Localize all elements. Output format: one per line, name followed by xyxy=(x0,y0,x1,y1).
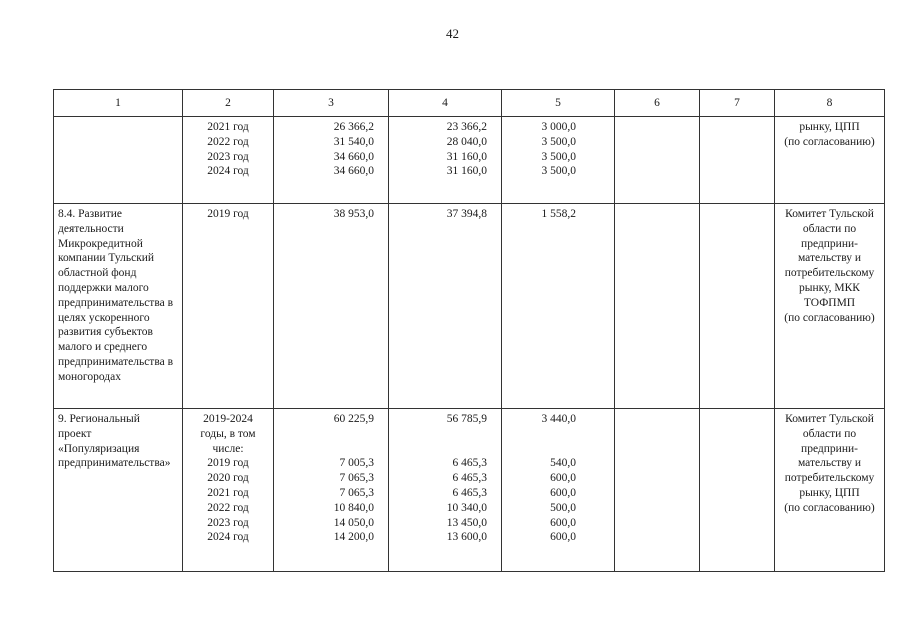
column-number-row xyxy=(54,90,885,117)
row-b-responsible-cell xyxy=(775,204,885,409)
responsible-line: (по согласованию) xyxy=(784,135,875,148)
amount: 3 500,0 xyxy=(541,165,576,178)
year-label: 2021 год xyxy=(207,121,249,133)
year-label: 2019 год xyxy=(207,457,249,470)
amount: 14 200,0 xyxy=(333,531,374,544)
row-a-responsible-cell xyxy=(775,117,885,204)
measure-name-line: Микрокредитной xyxy=(58,237,143,250)
amount: 28 040,0 xyxy=(446,135,487,148)
row-a-col3-cell xyxy=(274,117,389,204)
amount: 13 600,0 xyxy=(446,531,487,544)
column-number-4: 4 xyxy=(389,90,502,117)
row-c-name-cell xyxy=(54,409,183,572)
measure-name-line: предпринимательства в xyxy=(58,296,174,309)
column-number-3: 3 xyxy=(274,90,389,117)
year-label: 2023 год xyxy=(207,516,249,529)
amount: 38 953,0 xyxy=(333,208,374,220)
year-label: 2022 год xyxy=(207,501,249,514)
row-a-col7-cell xyxy=(700,117,775,204)
row-b-name-cell xyxy=(54,204,183,409)
measure-name-line: поддержки малого xyxy=(58,281,149,294)
period-label: 2019-2024 xyxy=(203,413,253,425)
responsible-line: рынку, ЦПП xyxy=(799,486,860,499)
amount: 34 660,0 xyxy=(333,150,374,163)
row-c-col5-cell xyxy=(502,409,615,572)
amount: 3 000,0 xyxy=(541,121,576,133)
amount: 600,0 xyxy=(550,472,576,485)
amount: 1 558,2 xyxy=(541,208,576,220)
year-label: 2022 год xyxy=(207,135,249,148)
measure-name-line: развития субъектов xyxy=(58,326,153,339)
amount: 7 065,3 xyxy=(339,472,374,485)
project-name-line: проект xyxy=(58,427,92,440)
row-a-col4-cell xyxy=(389,117,502,204)
measure-name-line: предпринимательства в xyxy=(58,355,174,368)
column-number-8: 8 xyxy=(775,90,885,117)
measure-name-line: моногородах xyxy=(58,370,121,383)
period-label: числе: xyxy=(212,442,244,455)
amount: 3 500,0 xyxy=(541,150,576,163)
project-name-line: предпринимательства» xyxy=(58,457,171,470)
amount: 6 465,3 xyxy=(452,486,487,499)
amount: 31 540,0 xyxy=(333,135,374,148)
responsible-line: области по xyxy=(802,427,857,440)
amount: 600,0 xyxy=(550,531,576,544)
row-a-col5-cell xyxy=(502,117,615,204)
responsible-line: (по согласованию) xyxy=(784,311,875,324)
amount: 500,0 xyxy=(550,501,576,514)
amount: 10 340,0 xyxy=(446,501,487,514)
column-number-5: 5 xyxy=(502,90,615,117)
amount: 14 050,0 xyxy=(333,516,374,529)
row-b-col4-cell xyxy=(389,204,502,409)
amount: 540,0 xyxy=(550,457,576,470)
amount: 13 450,0 xyxy=(446,516,487,529)
project-name-line: 9. Региональный xyxy=(58,413,140,425)
year-label: 2020 год xyxy=(207,472,249,485)
amount: 600,0 xyxy=(550,516,576,529)
row-a-name-cell xyxy=(54,117,183,204)
responsible-line: области по xyxy=(802,222,857,235)
amount: 31 160,0 xyxy=(446,150,487,163)
amount: 600,0 xyxy=(550,486,576,499)
row-c-years-cell xyxy=(183,409,274,572)
responsible-line: мательству и xyxy=(797,457,862,470)
amount: 26 366,2 xyxy=(333,121,374,133)
row-a-col6-cell xyxy=(615,117,700,204)
row-b-col6-cell xyxy=(615,204,700,409)
column-number-7: 7 xyxy=(700,90,775,117)
amount: 6 465,3 xyxy=(452,472,487,485)
year-label: 2023 год xyxy=(207,150,249,163)
row-a-years-cell xyxy=(183,117,274,204)
responsible-line: рынку, МКК xyxy=(799,281,860,294)
responsible-line: Комитет Тульской xyxy=(785,413,874,425)
measure-name-line: деятельности xyxy=(58,222,124,235)
measure-name-line: компании Тульский xyxy=(58,252,155,265)
period-label: годы, в том xyxy=(200,427,256,440)
program-table xyxy=(53,89,885,572)
measure-name-line: 8.4. Развитие xyxy=(58,208,123,220)
responsible-line: (по согласованию) xyxy=(784,501,875,514)
amount: 6 465,3 xyxy=(452,457,487,470)
table-row-9 xyxy=(54,409,885,572)
row-c-col3-cell xyxy=(274,409,389,572)
responsible-line: ТОФПМП xyxy=(803,296,856,309)
row-c-col4-cell xyxy=(389,409,502,572)
column-number-2: 2 xyxy=(183,90,274,117)
row-c-col6-cell xyxy=(615,409,700,572)
amount: 7 065,3 xyxy=(339,486,374,499)
responsible-line: мательству и xyxy=(797,252,862,265)
row-b-col3-cell xyxy=(274,204,389,409)
table-row-continuation xyxy=(54,117,885,204)
page-number: 42 xyxy=(446,26,459,41)
year-label: 2019 год xyxy=(207,208,249,220)
amount: 37 394,8 xyxy=(446,208,487,220)
project-name-line: «Популяризация xyxy=(58,442,140,455)
amount: 7 005,3 xyxy=(339,457,374,470)
amount: 3 500,0 xyxy=(541,135,576,148)
amount: 34 660,0 xyxy=(333,165,374,178)
responsible-line: потребительскому xyxy=(784,267,875,280)
amount: 31 160,0 xyxy=(446,165,487,178)
measure-name-line: областной фонд xyxy=(58,267,137,280)
table-row-8-4 xyxy=(54,204,885,409)
row-b-col7-cell xyxy=(700,204,775,409)
responsible-line: предприни- xyxy=(801,442,858,455)
amount: 23 366,2 xyxy=(446,121,487,133)
total-amount: 3 440,0 xyxy=(541,413,576,425)
row-c-responsible-cell xyxy=(775,409,885,572)
responsible-line: рынку, ЦПП xyxy=(799,121,860,133)
year-label: 2024 год xyxy=(207,531,249,544)
year-label: 2021 год xyxy=(207,486,249,499)
column-number-6: 6 xyxy=(615,90,700,117)
measure-name-line: целях ускоренного xyxy=(58,311,150,324)
measure-name-line: малого и среднего xyxy=(58,341,148,354)
row-b-col5-cell xyxy=(502,204,615,409)
column-number-1: 1 xyxy=(54,90,183,117)
responsible-line: потребительскому xyxy=(784,472,875,485)
total-amount: 60 225,9 xyxy=(333,413,374,425)
row-b-years-cell xyxy=(183,204,274,409)
responsible-line: Комитет Тульской xyxy=(785,208,874,220)
row-c-col7-cell xyxy=(700,409,775,572)
responsible-line: предприни- xyxy=(801,237,858,250)
year-label: 2024 год xyxy=(207,165,249,178)
total-amount: 56 785,9 xyxy=(446,413,487,425)
amount: 10 840,0 xyxy=(333,501,374,514)
